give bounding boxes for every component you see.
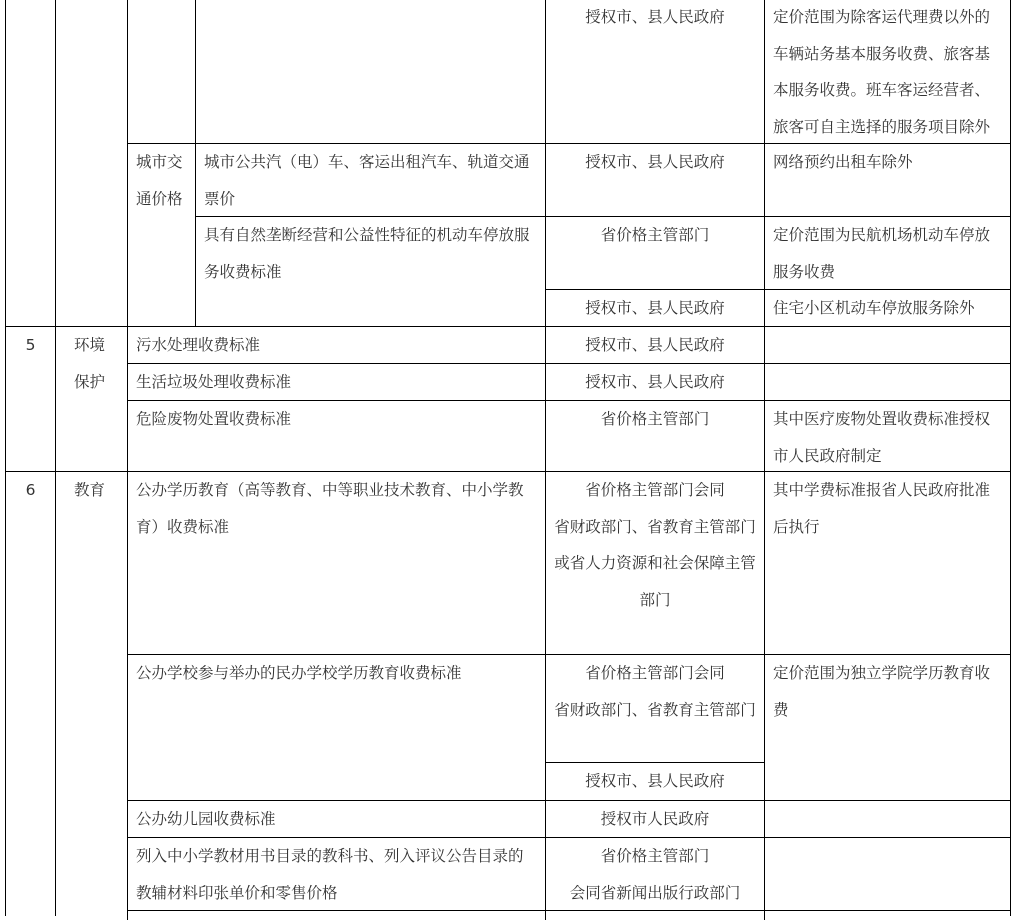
table-right-border xyxy=(1010,0,1011,916)
num-cell-top xyxy=(5,0,55,327)
item-cell-r2: 城市公共汽（电）车、客运出租汽车、轨道交通票价 xyxy=(195,143,545,216)
note-cell-r12 xyxy=(764,837,1011,910)
authority-line: 省财政部门、省教育主管部门 xyxy=(554,517,756,536)
next-row-note xyxy=(764,910,1011,920)
note-cell-r7: 其中医疗废物处置收费标准授权市人民政府制定 xyxy=(764,400,1011,471)
authority-cell-r5: 授权市、县人民政府 xyxy=(545,326,764,363)
item-cell-r7: 危险废物处置收费标准 xyxy=(127,400,545,471)
authority-cell-r2: 授权市、县人民政府 xyxy=(545,143,764,216)
item-cell-r3: 具有自然垄断经营和公益性特征的机动车停放服务收费标准 xyxy=(195,216,545,327)
authority-cell-r7: 省价格主管部门 xyxy=(545,400,764,471)
category-cell-top xyxy=(55,0,127,327)
row-number-6: 6 xyxy=(5,471,55,916)
category-env: 环境保护 xyxy=(55,326,127,471)
authority-cell-r1: 授权市、县人民政府 xyxy=(545,0,764,143)
note-cell-r5 xyxy=(764,326,1011,363)
authority-cell-r11: 授权市人民政府 xyxy=(545,800,764,837)
authority-cell-r6: 授权市、县人民政府 xyxy=(545,363,764,400)
item-cell-top xyxy=(195,0,545,143)
item-cell-r5: 污水处理收费标准 xyxy=(127,326,545,363)
item-cell-r12: 列入中小学教材用书目录的教科书、列入评议公告目录的教辅材料印张单价和零售价格 xyxy=(127,837,545,910)
subcat-cell-top xyxy=(127,0,195,143)
authority-line: 省财政部门、省教育主管部门 xyxy=(554,700,756,719)
note-cell-r1: 定价范围为除客运代理费以外的车辆站务基本服务收费、旅客基本服务收费。班车客运经营者、旅客可自主选择的服务项目除外 xyxy=(764,0,1011,143)
authority-line: 省价格主管部门会同 xyxy=(585,664,725,682)
category-edu: 教育 xyxy=(55,471,127,916)
note-cell-r4: 住宅小区机动车停放服务除外 xyxy=(764,289,1011,327)
authority-line: 省价格主管部门 xyxy=(600,847,710,865)
authority-cell-r9 xyxy=(545,654,764,762)
note-cell-r2: 网络预约出租车除外 xyxy=(764,143,1011,216)
next-row-item xyxy=(127,910,545,920)
authority-cell-r4: 授权市、县人民政府 xyxy=(545,289,764,327)
authority-line: 省价格主管部门会同 xyxy=(585,481,725,499)
item-cell-r9: 公办学校参与举办的民办学校学历教育收费标准 xyxy=(127,654,545,800)
authority-line: 或省人力资源和社会保障主管部门 xyxy=(554,554,756,609)
note-cell-r9: 定价范围为独立学院学历教育收费 xyxy=(764,654,1011,800)
note-cell-r3: 定价范围为民航机场机动车停放服务收费 xyxy=(764,216,1011,289)
note-cell-r8: 其中学费标准报省人民政府批准后执行 xyxy=(764,471,1011,654)
authority-cell-r3: 省价格主管部门 xyxy=(545,216,764,289)
authority-cell-r10: 授权市、县人民政府 xyxy=(545,762,764,800)
row-number-5: 5 xyxy=(5,326,55,471)
item-cell-r6: 生活垃圾处理收费标准 xyxy=(127,363,545,400)
item-cell-r11: 公办幼儿园收费标准 xyxy=(127,800,545,837)
authority-line: 会同省新闻出版行政部门 xyxy=(569,883,741,902)
next-row-authority xyxy=(545,910,764,920)
item-cell-r8: 公办学历教育（高等教育、中等职业技术教育、中小学教育）收费标准 xyxy=(127,471,545,654)
note-cell-r6 xyxy=(764,363,1011,400)
authority-cell-r12 xyxy=(545,837,764,910)
subcategory-urban-transport: 城市交通价格 xyxy=(127,143,195,327)
authority-cell-r8 xyxy=(545,471,764,654)
note-cell-r11 xyxy=(764,800,1011,837)
